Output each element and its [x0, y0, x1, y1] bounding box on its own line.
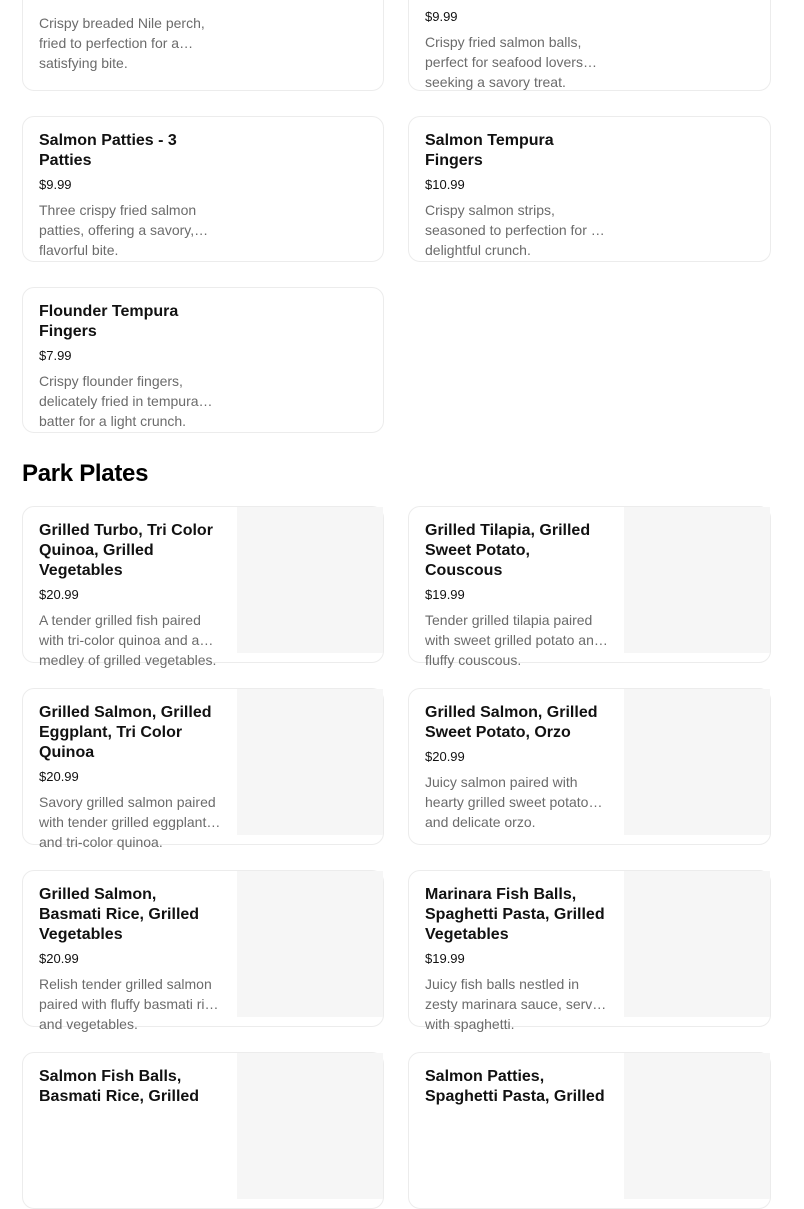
menu-item-card[interactable] [408, 1052, 771, 1209]
item-description: Crispy salmon strips, seasoned to perfection for a delightful crunch. [425, 202, 599, 258]
item-image [237, 689, 383, 835]
item-description: Relish tender grilled salmon paired with fluffy basmati rice and vegetables. [39, 976, 220, 1032]
item-price: $7.99 [39, 348, 72, 363]
item-price: $20.99 [39, 951, 79, 966]
menu-item-card[interactable] [22, 688, 384, 850]
menu-item-card[interactable] [408, 0, 771, 91]
item-image [624, 1053, 770, 1199]
item-name: Grilled Salmon, Grilled Sweet Potato, Orzo [425, 704, 598, 741]
item-price: $20.99 [39, 769, 79, 784]
item-price: $10.99 [425, 177, 465, 192]
item-image [237, 1053, 383, 1199]
item-description: Crispy breaded Nile perch, fried to perfection for a satisfying bite. [39, 15, 205, 71]
item-image [624, 871, 770, 1017]
item-image [624, 689, 770, 835]
menu-item-card[interactable] [408, 870, 771, 1032]
item-name: Marinara Fish Balls, Spaghetti Pasta, Grilled Vegetables [425, 886, 605, 943]
item-description: Three crispy fried salmon patties, offering a savory, flavorful bite. [39, 202, 197, 258]
menu-item-card[interactable] [22, 287, 384, 433]
item-price: $9.99 [39, 177, 72, 192]
item-description: Crispy fried salmon balls, perfect for seafood lovers seeking a savory treat. [425, 34, 583, 90]
item-name: Grilled Salmon, Basmati Rice, Grilled Vegetables [39, 886, 200, 943]
section-title-park-plates: Park Plates [22, 460, 149, 487]
item-image [237, 507, 383, 653]
menu-item-card[interactable] [22, 506, 384, 668]
item-description: Savory grilled salmon paired with tender grilled eggplant and tri-color quinoa. [39, 794, 216, 850]
item-name: Grilled Turbo, Tri Color Quinoa, Grilled Vegetables [39, 522, 213, 579]
menu-item-card[interactable] [408, 506, 771, 668]
item-name: Salmon Tempura Fingers [425, 132, 554, 169]
menu-item-card[interactable] [22, 0, 384, 91]
item-name: Salmon Fish Balls, Basmati Rice, Grilled [39, 1068, 200, 1105]
item-name: Salmon Patties - 3 Patties [39, 132, 177, 169]
item-price: $19.99 [425, 951, 465, 966]
item-image [237, 871, 383, 1017]
item-description: Juicy fish balls nestled in zesty marinara sauce, served with spaghetti. [425, 976, 608, 1032]
item-description: Crispy flounder fingers, delicately fried in tempura batter for a light crunch. [39, 373, 199, 429]
item-name: Grilled Salmon, Grilled Eggplant, Tri Color Quinoa [39, 704, 212, 761]
item-description: Juicy salmon paired with hearty grilled sweet potato and delicate orzo. [425, 774, 589, 830]
item-name: Salmon Patties, Spaghetti Pasta, Grilled [425, 1068, 605, 1105]
menu-item-card[interactable] [22, 870, 384, 1032]
menu-item-card[interactable] [408, 116, 771, 262]
menu-item-card[interactable] [408, 688, 771, 845]
item-price: $9.99 [425, 9, 458, 24]
item-name: Flounder Tempura Fingers [39, 303, 179, 340]
menu-item-card[interactable] [22, 116, 384, 262]
menu-item-card[interactable] [22, 1052, 384, 1209]
item-description: A tender grilled fish paired with tri-color quinoa and a medley of grilled vegetables. [39, 612, 217, 668]
item-price: $19.99 [425, 587, 465, 602]
item-price: $20.99 [425, 749, 465, 764]
item-name: Grilled Tilapia, Grilled Sweet Potato, Couscous [425, 522, 591, 579]
item-description: Tender grilled tilapia paired with sweet grilled potato and fluffy couscous. [425, 612, 602, 668]
item-price: $20.99 [39, 587, 79, 602]
item-image [624, 507, 770, 653]
